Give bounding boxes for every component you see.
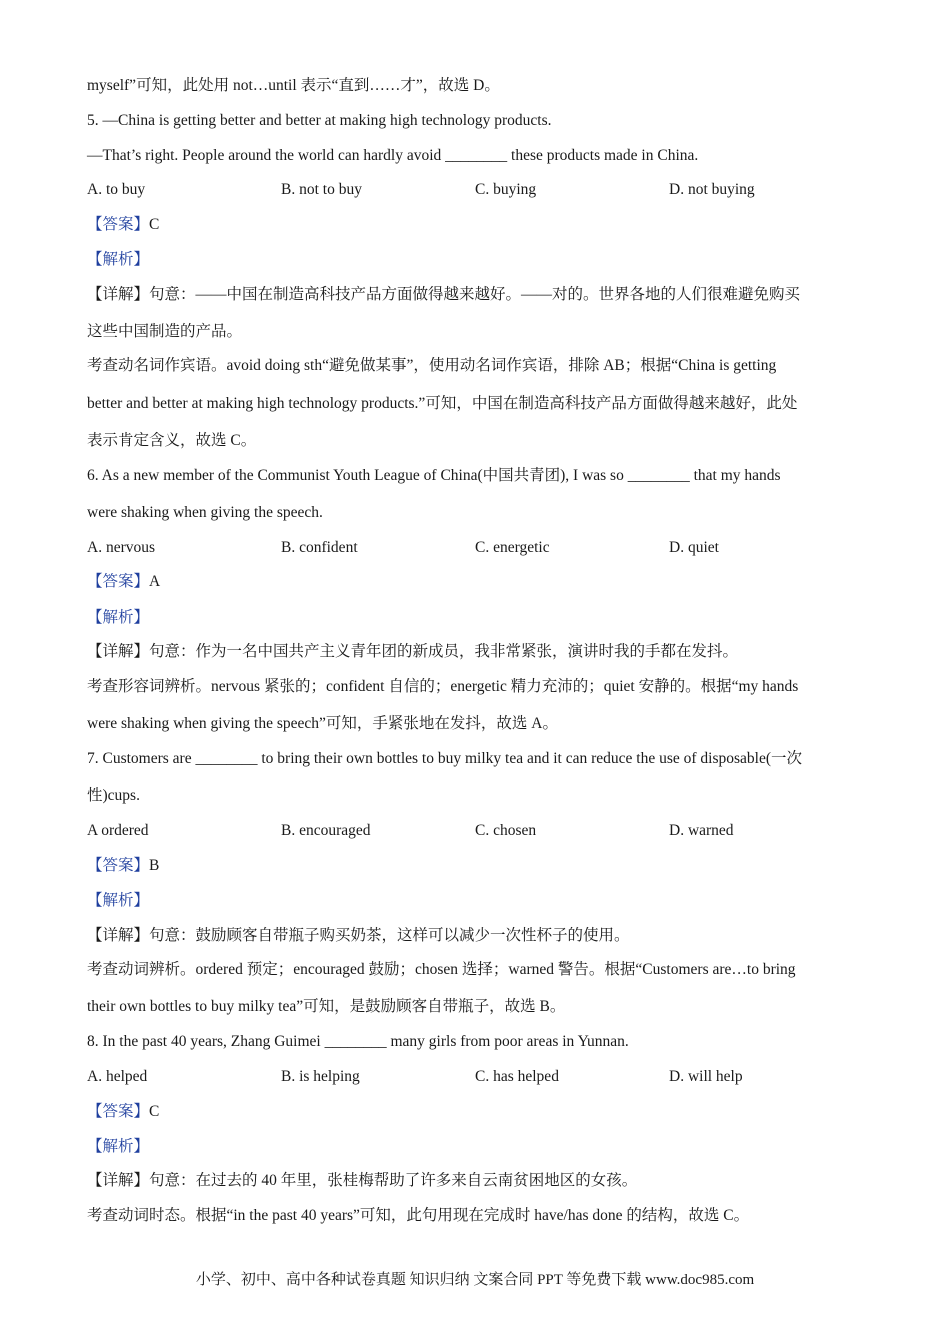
q6-option-a: A. nervous [87, 539, 156, 556]
q5-stem-line-2: —That’s right. People around the world can hardly avoid ________ these products made in China. [87, 147, 699, 164]
q8-option-a: A. helped [87, 1068, 148, 1085]
q5-option-c: C. buying [475, 181, 537, 198]
q8-detail-1: 【详解】句意：在过去的 40 年里，张桂梅帮助了许多来自云南贫困地区的女孩。 [87, 1172, 638, 1189]
answer-label: 【答案】 [87, 1103, 150, 1120]
q7-analysis-label: 【解析】 [87, 892, 150, 909]
q6-stem-line-1: 6. As a new member of the Communist Youth League of China(中国共青团), I was so ________ that my hands [87, 467, 781, 484]
q7-detail-1: 【详解】句意：鼓励顾客自带瓶子购买奶茶，这样可以减少一次性杯子的使用。 [87, 927, 630, 944]
q7-stem-line-1: 7. Customers are ________ to bring their own bottles to buy milky tea and it can reduce the use of disposable(一次 [87, 750, 803, 767]
q7-option-a: A ordered [87, 822, 149, 839]
q8-option-b: B. is helping [281, 1068, 360, 1085]
q8-option-c: C. has helped [475, 1068, 559, 1085]
q6-stem-line-2: were shaking when giving the speech. [87, 504, 323, 521]
answer-value: A [149, 573, 161, 590]
q6-option-b: B. confident [281, 539, 358, 556]
q5-detail-5: 表示肯定含义，故选 C。 [87, 432, 257, 449]
answer-value: B [149, 857, 160, 874]
q8-analysis-label: 【解析】 [87, 1138, 150, 1155]
q6-option-c: C. energetic [475, 539, 550, 556]
q5-answer [87, 215, 159, 235]
q6-detail-2: 考查形容词辨析。nervous 紧张的；confident 自信的；energetic 精力充沛的；quiet 安静的。根据“my hands [87, 678, 799, 695]
answer-value: C [149, 1103, 160, 1120]
q5-detail-3: 考查动名词作宾语。avoid doing sth“避免做某事”，使用动名词作宾语，排除 AB；根据“China is getting [87, 357, 777, 374]
q6-detail-3: were shaking when giving the speech”可知，手紧张地在发抖，故选 A。 [87, 715, 558, 732]
answer-label: 【答案】 [87, 857, 150, 874]
q7-detail-3: their own bottles to buy milky tea”可知，是鼓励顾客自带瓶子，故选 B。 [87, 998, 566, 1015]
q7-option-c: C. chosen [475, 822, 537, 839]
q5-stem-line-1: 5. —China is getting better and better at making high technology products. [87, 112, 552, 129]
q5-detail-2: 这些中国制造的产品。 [87, 323, 243, 340]
q5-option-a: A. to buy [87, 181, 146, 198]
q6-option-d: D. quiet [669, 539, 719, 556]
q6-analysis-label: 【解析】 [87, 609, 150, 626]
q5-detail-1: 【详解】句意：——中国在制造高科技产品方面做得越来越好。——对的。世界各地的人们很难避免购买 [87, 286, 801, 303]
answer-value: C [149, 216, 160, 233]
q7-detail-2: 考查动词辨析。ordered 预定；encouraged 鼓励；chosen 选择；warned 警告。根据“Customers are…to bring [87, 961, 796, 978]
q5-option-b: B. not to buy [281, 181, 362, 198]
q7-answer [87, 856, 159, 876]
q8-detail-2: 考查动词时态。根据“in the past 40 years”可知，此句用现在完成时 have/has done 的结构，故选 C。 [87, 1207, 750, 1224]
q5-option-d: D. not buying [669, 181, 755, 198]
q7-option-b: B. encouraged [281, 822, 371, 839]
intro-line: myself”可知，此处用 not…until 表示“直到……才”，故选 D。 [87, 77, 500, 94]
q5-detail-4: better and better at making high technology products.”可知，中国在制造高科技产品方面做得越来越好，此处 [87, 395, 798, 412]
answer-label: 【答案】 [87, 216, 150, 233]
q6-answer [87, 572, 160, 592]
page-footer: 小学、初中、高中各种试卷真题 知识归纳 文案合同 PPT 等免费下载 www.doc985.com [195, 1272, 755, 1288]
q8-option-d: D. will help [669, 1068, 743, 1085]
q8-answer [87, 1102, 159, 1122]
q8-stem-line-1: 8. In the past 40 years, Zhang Guimei ________ many girls from poor areas in Yunnan. [87, 1033, 629, 1050]
q5-analysis-label: 【解析】 [87, 251, 150, 268]
q7-option-d: D. warned [669, 822, 734, 839]
q7-stem-line-2: 性)cups. [87, 787, 140, 804]
q6-detail-1: 【详解】句意：作为一名中国共产主义青年团的新成员，我非常紧张，演讲时我的手都在发抖。 [87, 643, 739, 660]
answer-label: 【答案】 [87, 573, 150, 590]
